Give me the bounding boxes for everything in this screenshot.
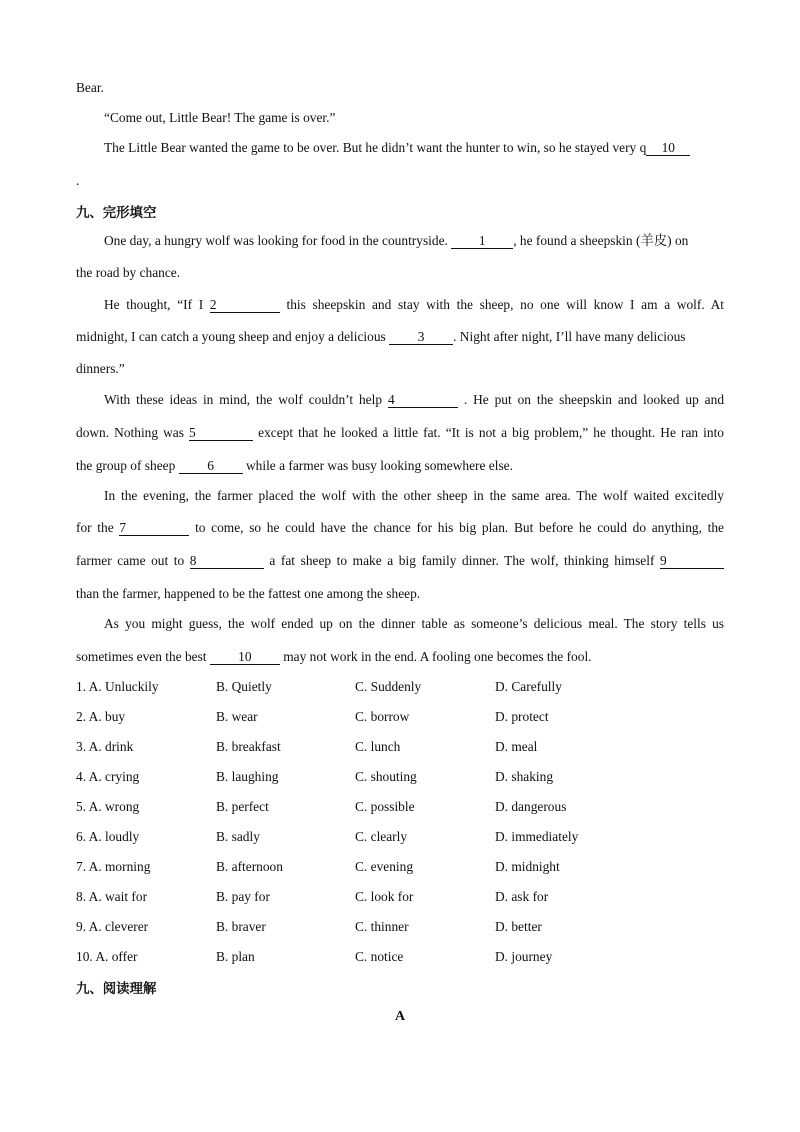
intro-line-3-text: The Little Bear wanted the game to be over. But he didn’t want the hunter to win, so he stayed very q [104, 140, 647, 155]
cloze-p4-line-1: In the evening, the farmer placed the wolf with the other sheep in the same area. The wolf waited excitedly [104, 488, 724, 503]
cloze-p5-line-1: As you might guess, the wolf ended up on the dinner table as someone’s delicious meal. The story tells us [104, 616, 724, 631]
answer-blank-1[interactable]: 1 [451, 233, 513, 249]
text-span: midnight, I can catch a young sheep and enjoy a delicious [76, 329, 390, 344]
cloze-p3-line-1 [104, 391, 724, 409]
option-2-b[interactable]: B. wear [216, 709, 258, 724]
cloze-p1-line-2: the road by chance. [76, 265, 181, 280]
options-row-5 [76, 798, 724, 816]
answer-blank-10[interactable]: 10 [210, 649, 280, 665]
option-1-d[interactable]: D. Carefully [495, 679, 562, 694]
text-span: may not work in the end. A fooling one becomes the fool. [279, 649, 592, 664]
answer-blank-5[interactable]: 5 [189, 425, 253, 441]
option-6-d[interactable]: D. immediately [495, 829, 579, 844]
option-4-b[interactable]: B. laughing [216, 769, 279, 784]
option-10-a[interactable]: 10. A. offer [76, 949, 138, 964]
option-5-c[interactable]: C. possible [355, 799, 415, 814]
option-3-b[interactable]: B. breakfast [216, 739, 281, 754]
options-row-6 [76, 828, 724, 846]
option-1-a[interactable]: 1. A. Unluckily [76, 679, 159, 694]
option-3-d[interactable]: D. meal [495, 739, 538, 754]
cloze-p3-line-2 [76, 424, 724, 442]
option-4-c[interactable]: C. shouting [355, 769, 417, 784]
text-span: for the [76, 520, 120, 535]
options-row-3 [76, 738, 724, 756]
text-span: . He put on the sheepskin and looked up and [463, 392, 725, 407]
option-9-c[interactable]: C. thinner [355, 919, 409, 934]
answer-blank-6[interactable]: 6 [179, 458, 243, 474]
option-1-c[interactable]: C. Suddenly [355, 679, 422, 694]
answer-blank-3[interactable]: 3 [389, 329, 453, 345]
cloze-p4-line-2 [76, 519, 724, 537]
answer-blank-10-intro[interactable]: 10 [646, 140, 690, 156]
option-9-a[interactable]: 9. A. cleverer [76, 919, 149, 934]
options-row-2 [76, 708, 724, 726]
option-3-c[interactable]: C. lunch [355, 739, 401, 754]
text-span: the group of sheep [76, 458, 179, 473]
answer-blank-8[interactable]: 8 [190, 553, 264, 569]
intro-line-2: “Come out, Little Bear! The game is over.” [104, 110, 336, 125]
intro-line-3 [104, 139, 724, 157]
text-span: a fat sheep to make a big family dinner. The wolf, thinking himself [269, 553, 660, 568]
option-5-b[interactable]: B. perfect [216, 799, 269, 814]
options-row-8 [76, 888, 724, 906]
option-6-c[interactable]: C. clearly [355, 829, 408, 844]
option-3-a[interactable]: 3. A. drink [76, 739, 134, 754]
options-row-1 [76, 678, 724, 696]
intro-line-4: . [76, 173, 80, 188]
option-8-c[interactable]: C. look for [355, 889, 414, 904]
text-span: sometimes even the best [76, 649, 210, 664]
text-span: . Night after night, I’ll have many delicious [453, 329, 686, 344]
passage-label: A [394, 1009, 406, 1024]
option-6-a[interactable]: 6. A. loudly [76, 829, 140, 844]
option-10-d[interactable]: D. journey [495, 949, 553, 964]
option-7-a[interactable]: 7. A. morning [76, 859, 151, 874]
option-10-b[interactable]: B. plan [216, 949, 255, 964]
answer-blank-9[interactable]: 9 [660, 553, 724, 569]
option-7-d[interactable]: D. midnight [495, 859, 560, 874]
options-row-4 [76, 768, 724, 786]
cloze-p4-line-4: than the farmer, happened to be the fattest one among the sheep. [76, 586, 421, 601]
section-heading-cloze: 九、完形填空 [76, 206, 157, 221]
options-row-9 [76, 918, 724, 936]
section-heading-reading: 九、阅读理解 [76, 982, 157, 997]
option-1-b[interactable]: B. Quietly [216, 679, 272, 694]
option-4-d[interactable]: D. shaking [495, 769, 554, 784]
text-span: except that he looked a little fat. “It is not a big problem,” he thought. He ran into [258, 425, 724, 440]
option-7-c[interactable]: C. evening [355, 859, 414, 874]
option-4-a[interactable]: 4. A. crying [76, 769, 140, 784]
cloze-p3-line-3 [76, 457, 724, 475]
answer-blank-7[interactable]: 7 [119, 520, 189, 536]
cloze-p5-line-2 [76, 648, 724, 666]
text-span: to come, so he could have the chance for his big plan. But before he could do anything, the [195, 520, 724, 535]
answer-blank-2[interactable]: 2 [210, 297, 280, 313]
text-span: while a farmer was busy looking somewhere else. [242, 458, 513, 473]
option-7-b[interactable]: B. afternoon [216, 859, 283, 874]
text-span: down. Nothing was [76, 425, 190, 440]
cloze-p2-line-2 [76, 328, 724, 346]
option-10-c[interactable]: C. notice [355, 949, 404, 964]
cloze-p2-line-3: dinners.” [76, 361, 125, 376]
option-5-a[interactable]: 5. A. wrong [76, 799, 140, 814]
option-2-a[interactable]: 2. A. buy [76, 709, 126, 724]
answer-blank-4[interactable]: 4 [388, 392, 458, 408]
option-9-b[interactable]: B. braver [216, 919, 266, 934]
text-span: One day, a hungry wolf was looking for food in the countryside. [104, 233, 452, 248]
text-span: He thought, “If I [104, 297, 210, 312]
options-row-10 [76, 948, 724, 966]
option-8-a[interactable]: 8. A. wait for [76, 889, 148, 904]
text-span: , he found a sheepskin (羊皮) on [513, 233, 689, 248]
cloze-p2-line-1 [104, 296, 724, 314]
option-2-c[interactable]: C. borrow [355, 709, 410, 724]
option-8-d[interactable]: D. ask for [495, 889, 549, 904]
option-5-d[interactable]: D. dangerous [495, 799, 567, 814]
text-span: this sheepskin and stay with the sheep, no one will know I am a wolf. At [286, 297, 724, 312]
text-span: With these ideas in mind, the wolf couldn’t help [104, 392, 388, 407]
cloze-p4-line-3 [76, 552, 724, 570]
option-9-d[interactable]: D. better [495, 919, 542, 934]
option-8-b[interactable]: B. pay for [216, 889, 270, 904]
text-span: farmer came out to [76, 553, 190, 568]
cloze-p1-line-1 [104, 232, 724, 250]
option-6-b[interactable]: B. sadly [216, 829, 260, 844]
option-2-d[interactable]: D. protect [495, 709, 549, 724]
options-row-7 [76, 858, 724, 876]
intro-line-1: Bear. [76, 80, 104, 95]
